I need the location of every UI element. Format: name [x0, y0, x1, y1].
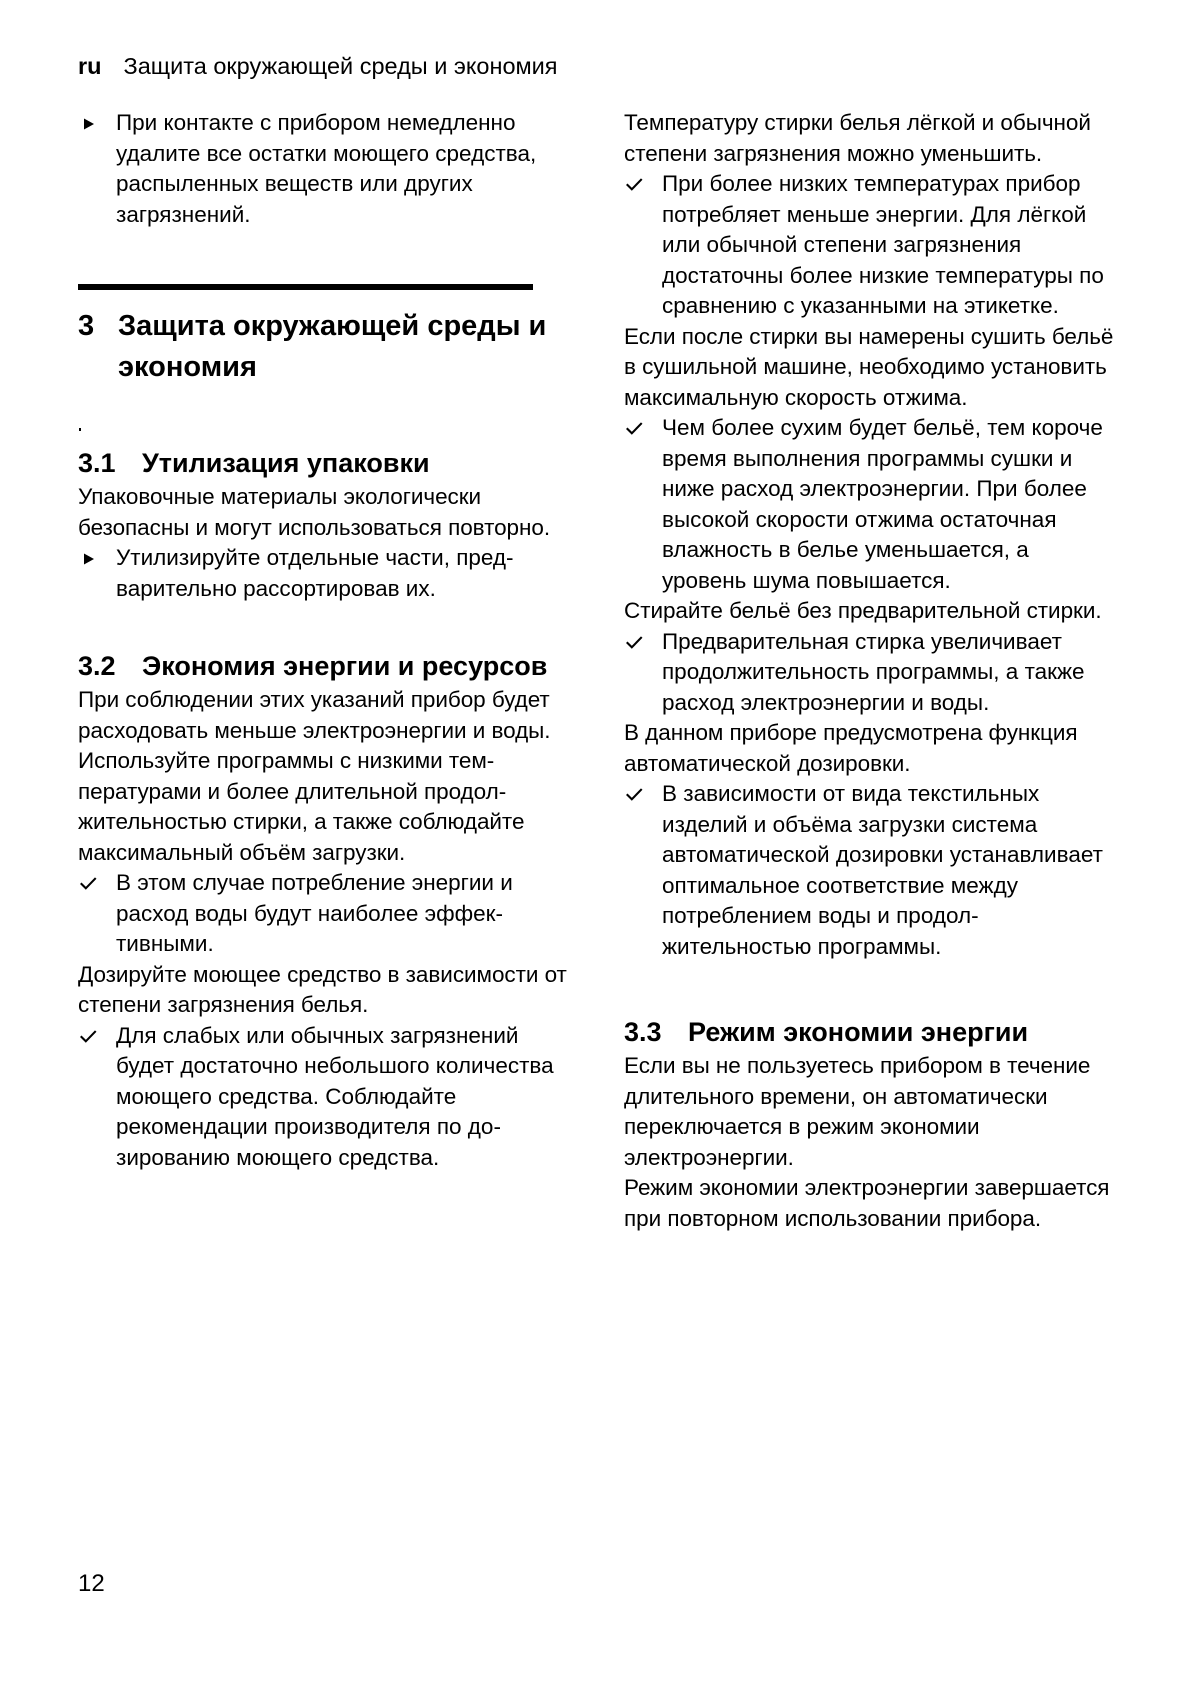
section-3-1-heading	[78, 445, 568, 482]
list-item	[624, 169, 1114, 322]
section-3-2-paragraph-3: Дозируйте моющее средство в зависимости от степени загрязнения белья.	[78, 961, 567, 1017]
right-result-list-2	[624, 413, 1114, 596]
section-3-3-paragraph-2: Режим экономии электроэнергии завершается при повторном использовании прибора.	[624, 1175, 1110, 1231]
chapter-heading-block	[78, 284, 568, 388]
section-3-2-result-list-1	[78, 868, 568, 960]
list-item-text: При контакте с прибором немедленно удалите все остатки моющего средства, распыленных веществ или других загрязнений.	[116, 110, 537, 227]
list-item-text: Предварительная стирка увеличивает продолжительность программы, а также расход электроэнергии и воды.	[662, 628, 1085, 715]
triangle-right-icon	[82, 108, 108, 139]
list-item	[624, 413, 1114, 596]
left-column	[78, 108, 568, 1234]
list-item-text: Утилизируйте отдельные части, предварительно рассортировав их.	[116, 545, 514, 601]
section-3-3	[624, 1014, 1114, 1234]
right-result-list-1	[624, 169, 1114, 322]
triangle-right-icon	[82, 543, 108, 574]
language-code: ru	[78, 53, 102, 79]
checkmark-icon	[626, 169, 652, 200]
list-item-text: Для слабых или обычных загрязнений будет достаточно небольшого количества моющего средства. Соблюдайте рекомендации производителя по дозированию моющего средства.	[116, 1022, 554, 1170]
chapter-rule	[78, 284, 533, 290]
intro-step-list	[78, 108, 568, 230]
checkmark-icon	[626, 413, 652, 444]
checkmark-icon	[80, 868, 106, 899]
checkmark-icon	[626, 627, 652, 658]
list-item-text: При более низких температурах прибор потребляет меньше энергии. Для лёгкой или обычной степени загрязнения достаточны более низкие температуры по сравнению с указанными на этикетке.	[662, 171, 1104, 318]
section-3-2-paragraph-1: При соблюдении этих указаний прибор будет расходовать меньше электроэнергии и воды.	[78, 687, 551, 743]
section-3-1-step-list	[78, 543, 568, 604]
section-3-1-paragraph: Упаковочные материалы экологически безопасны и могут использоваться повторно.	[78, 484, 551, 540]
checkmark-icon	[80, 1021, 106, 1052]
right-paragraph-3: Стирайте бельё без предварительной стирки.	[624, 598, 1102, 623]
print-artifact-dot	[79, 428, 81, 431]
chapter-number: 3	[78, 310, 95, 342]
section-3-2-number: 3.2	[78, 651, 116, 681]
list-item	[78, 868, 568, 960]
list-item-text: Чем более сухим будет бельё, тем короче время выполнения программы сушки и ниже расход электроэнергии. При более высокой скорости отжима остаточная влажность в белье уменьшается, а уровень шума повышается.	[662, 415, 1103, 593]
section-3-3-number: 3.3	[624, 1017, 662, 1047]
chapter-title: Защита окружающей среды и экономия	[118, 310, 547, 383]
right-result-list-3	[624, 627, 1114, 719]
section-3-1-number: 3.1	[78, 448, 116, 478]
list-item	[624, 627, 1114, 719]
right-paragraph-1: Температуру стирки белья лёгкой и обычной степени загрязнения можно уменьшить.	[624, 110, 1091, 166]
list-item	[624, 779, 1114, 962]
header-chapter-title: Защита окружающей среды и экономия	[123, 53, 558, 79]
two-column-body	[78, 108, 1113, 1234]
section-3-2-heading	[78, 648, 568, 685]
section-3-2-paragraph-2: Используйте программы с низкими температурами и более длительной продолжительностью стирки, а также соблюдайте максимальный объём загрузки.	[78, 748, 525, 865]
right-result-list-4	[624, 779, 1114, 962]
section-3-3-title: Режим экономии энергии	[688, 1017, 1029, 1047]
list-item	[78, 1021, 568, 1174]
list-item	[78, 543, 568, 604]
right-paragraph-2: Если после стирки вы намерены сушить бельё в сушильной машине, необходимо установить максимальную скорость отжима.	[624, 323, 1114, 410]
section-3-3-paragraph-1: Если вы не пользуетесь прибором в течение длительного времени, он автоматически переключается в режим экономии электроэнергии.	[624, 1053, 1091, 1170]
right-paragraph-4: В данном приборе предусмотрена функция автоматической дозировки.	[624, 720, 1078, 776]
section-3-1-title: Утилизация упаковки	[142, 448, 430, 478]
running-header	[78, 52, 558, 81]
section-3-2	[78, 648, 568, 1173]
list-item	[78, 108, 568, 230]
list-item-text: В зависимости от вида текстильных изделий и объёма загрузки система автоматической дозировки устанавливает оптимальное соответствие между потреблением воды и продолжительностью программы.	[662, 781, 1103, 959]
section-3-2-result-list-2	[78, 1021, 568, 1174]
checkmark-icon	[626, 779, 652, 810]
page-number: 12	[78, 1570, 105, 1597]
section-3-3-heading	[624, 1014, 1114, 1051]
section-3-1	[78, 428, 568, 604]
section-3-2-title: Экономия энергии и ресурсов	[142, 651, 548, 681]
right-column	[624, 108, 1114, 1234]
list-item-text: В этом случае потребление энергии и расход воды будут наиболее эффективными.	[116, 870, 513, 956]
chapter-heading	[78, 306, 568, 388]
